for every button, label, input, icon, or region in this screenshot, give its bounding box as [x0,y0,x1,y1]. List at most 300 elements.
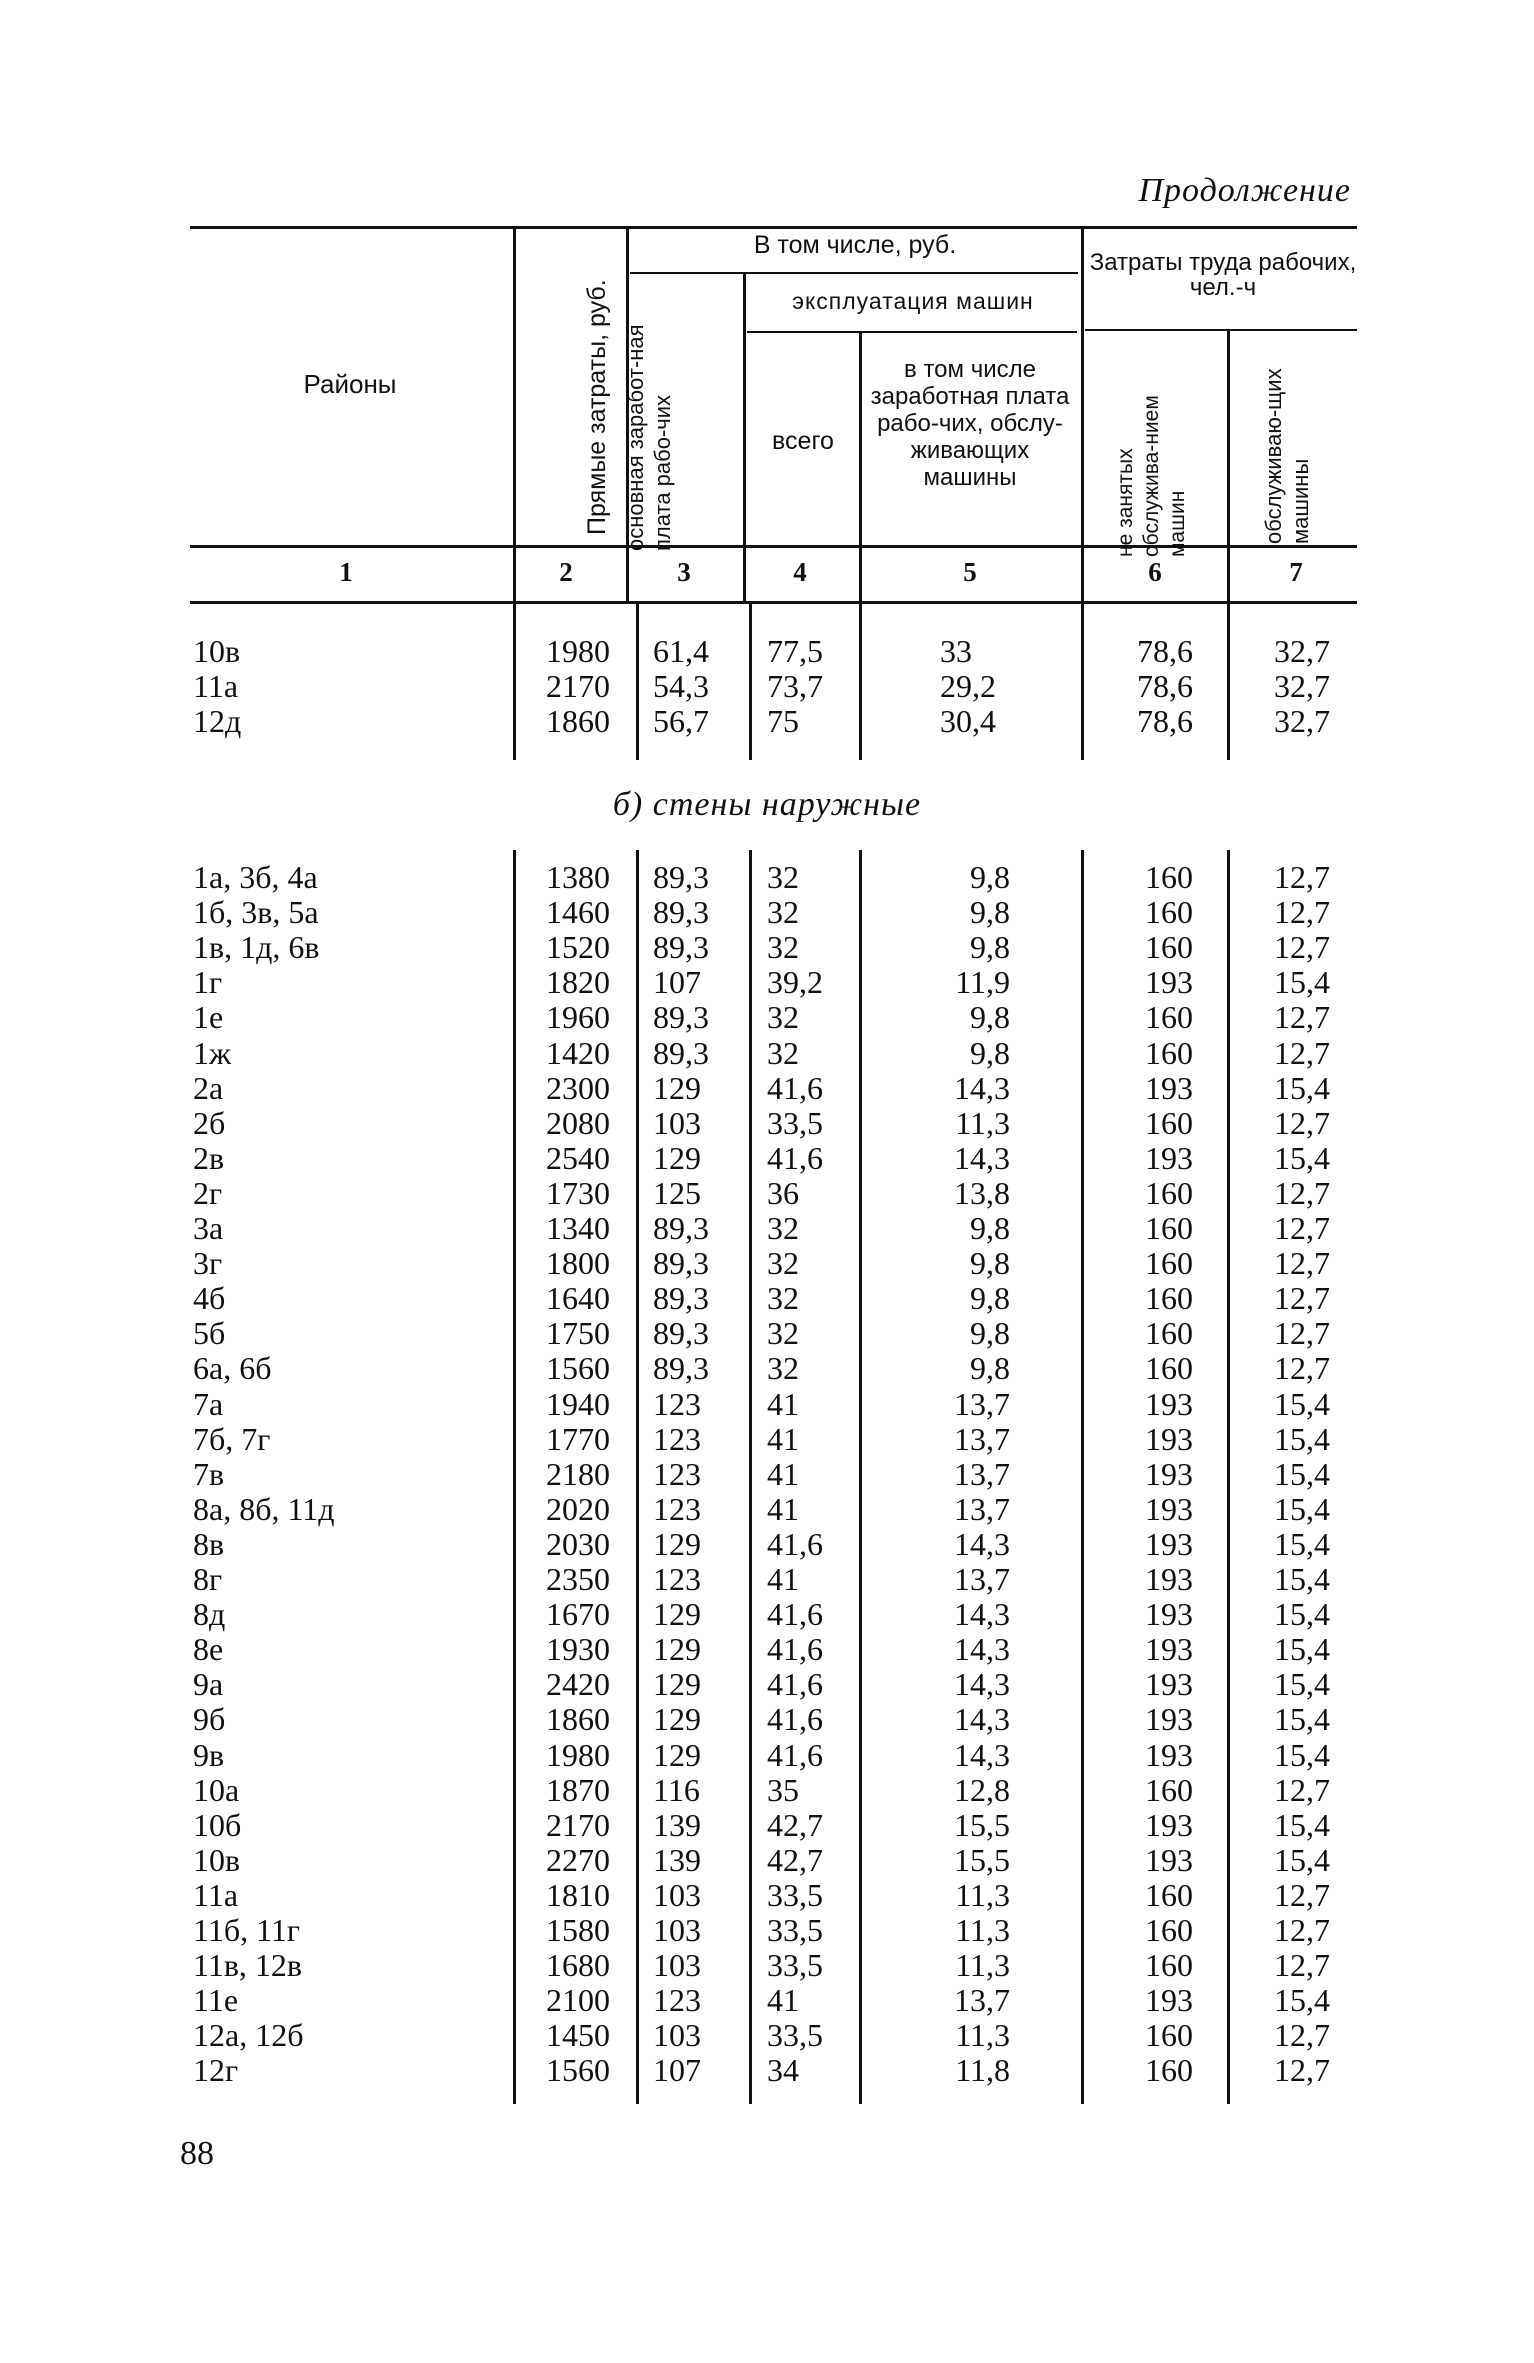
labor-non-machine-cell: 193 [1145,1736,1193,1773]
base-wage-cell: 123 [653,1490,701,1527]
machines-wage-cell: 13,7 [954,1385,1010,1422]
base-wage-cell: 129 [653,1736,701,1773]
direct-cost-cell: 1560 [546,1350,610,1387]
machines-total-cell: 36 [767,1174,799,1211]
base-wage-cell: 139 [653,1841,701,1878]
labor-machine-cell: 12,7 [1274,1210,1330,1246]
machines-total-cell: 41,6 [767,1631,823,1668]
labor-machine-cell: 15,4 [1274,1455,1330,1492]
direct-cost-cell: 1380 [546,859,610,895]
labor-machine-cell: 12,7 [1274,2017,1330,2054]
base-wage-cell: 89,3 [653,1034,709,1071]
direct-cost-cell: 1730 [546,1174,610,1211]
machines-total-cell: 32 [767,859,799,895]
header-labor-group: Затраты труда рабочих, чел.-ч [1089,249,1357,301]
direct-cost-cell: 1800 [546,1245,610,1282]
table-row [0,1141,1534,1176]
machines-wage-cell: 13,7 [954,1420,1010,1457]
number-divider-5 [1081,548,1084,601]
table-row [0,1281,1534,1316]
machines-wage-cell: 11,3 [955,1947,1010,1984]
machines-wage-cell: 13,7 [954,1982,1010,2019]
machines-group-rule [747,331,1077,333]
district-cell: 2в [193,1139,225,1176]
direct-cost-cell: 1450 [546,2017,610,2054]
labor-non-machine-cell: 160 [1145,1104,1193,1141]
machines-wage-cell: 11,3 [955,1912,1010,1948]
column-number-5: 5 [963,557,977,587]
direct-cost-cell: 2350 [546,1561,610,1597]
header-base-wage: основная заработ-ная плата рабо-чих [623,324,675,551]
table-top-rule [190,226,1357,229]
machines-total-cell: 33,5 [767,1104,823,1141]
labor-non-machine-cell: 78,6 [1137,703,1193,739]
machines-total-cell: 32 [767,1210,799,1246]
table-row [0,1211,1534,1246]
district-cell: 12а, 12б [193,2017,304,2054]
machines-wage-cell: 13,7 [954,1455,1010,1492]
header-machines-total: всего [772,427,834,455]
machines-wage-cell: 9,8 [970,1245,1010,1282]
header-divider-3 [743,274,746,545]
base-wage-cell: 129 [653,1069,701,1106]
machines-wage-cell: 15,5 [954,1806,1010,1843]
header-labor-non-machine: не занятых обслужива-нием машин [1114,395,1189,557]
labor-machine-cell: 12,7 [1274,1912,1330,1948]
direct-cost-cell: 1980 [546,1736,610,1773]
header-cost-group: В том числе, руб. [753,231,957,259]
machines-wage-cell: 14,3 [954,1069,1010,1106]
machines-wage-cell: 9,8 [970,894,1010,931]
column-number-7: 7 [1289,557,1303,587]
district-cell: 10в [193,1841,241,1878]
machines-wage-cell: 30,4 [940,703,996,739]
district-cell: 1а, 3б, 4а [193,859,318,895]
machines-wage-cell: 29,2 [940,668,996,704]
machines-total-cell: 32 [767,1350,799,1387]
column-number-rule [190,601,1357,604]
district-cell: 9а [193,1666,224,1703]
labor-non-machine-cell: 193 [1145,1420,1193,1457]
base-wage-cell: 89,3 [653,1350,709,1387]
labor-non-machine-cell: 160 [1145,1280,1193,1317]
labor-machine-cell: 12,7 [1274,2052,1330,2089]
base-wage-cell: 129 [653,1701,701,1738]
labor-machine-cell: 12,7 [1274,1104,1330,1141]
table-row [0,1878,1534,1913]
table-row [0,1632,1534,1667]
continuation-label: Продолжение [1138,172,1351,209]
header-divider-6 [1227,331,1230,545]
base-wage-cell: 103 [653,1104,701,1141]
base-wage-cell: 139 [653,1806,701,1843]
direct-cost-cell: 1340 [546,1210,610,1246]
table-row [0,1773,1534,1808]
labor-machine-cell: 15,4 [1274,1631,1330,1668]
machines-wage-cell: 9,8 [970,1315,1010,1352]
table-row [0,1983,1534,2018]
machines-wage-cell: 9,8 [970,859,1010,895]
district-cell: 8е [193,1631,224,1668]
machines-total-cell: 32 [767,1034,799,1071]
machines-wage-cell: 14,3 [954,1139,1010,1176]
base-wage-cell: 103 [653,1876,701,1913]
page-number: 88 [180,2135,214,2172]
machines-wage-cell: 13,8 [954,1174,1010,1211]
direct-cost-cell: 1980 [546,633,610,669]
machines-total-cell: 41,6 [767,1701,823,1738]
machines-wage-cell: 9,8 [970,1350,1010,1387]
header-direct-costs: Прямые затраты, руб. [583,279,611,535]
direct-cost-cell: 1640 [546,1280,610,1317]
base-wage-cell: 129 [653,1666,701,1703]
labor-machine-cell: 15,4 [1274,1736,1330,1773]
direct-cost-cell: 1810 [546,1876,610,1913]
district-cell: 7б, 7г [193,1420,271,1457]
number-divider-4 [859,548,862,601]
direct-cost-cell: 2170 [546,1806,610,1843]
machines-wage-cell: 14,3 [954,1701,1010,1738]
district-cell: 9б [193,1701,226,1738]
machines-total-cell: 41,6 [767,1596,823,1633]
base-wage-cell: 89,3 [653,999,709,1036]
labor-non-machine-cell: 193 [1145,1525,1193,1562]
district-cell: 8в [193,1525,225,1562]
number-divider-1 [513,548,516,601]
direct-cost-cell: 1960 [546,999,610,1036]
table-row [0,1246,1534,1281]
machines-total-cell: 75 [767,703,799,739]
base-wage-cell: 116 [653,1771,700,1808]
labor-non-machine-cell: 160 [1145,1771,1193,1808]
table-row [0,1702,1534,1737]
district-cell: 8д [193,1596,226,1633]
machines-total-cell: 41 [767,1561,799,1597]
district-cell: 7а [193,1385,224,1422]
base-wage-cell: 61,4 [653,633,709,669]
labor-machine-cell: 12,7 [1274,1315,1330,1352]
header-divider-5 [1081,229,1084,545]
table-row [0,1597,1534,1632]
district-cell: 2г [193,1174,223,1211]
header-machines-wage: в том числе заработная плата рабо-чих, обслу-живающих машины [870,356,1070,491]
labor-machine-cell: 15,4 [1274,1420,1330,1457]
labor-non-machine-cell: 193 [1145,1561,1193,1597]
labor-non-machine-cell: 193 [1145,1385,1193,1422]
direct-cost-cell: 2180 [546,1455,610,1492]
machines-wage-cell: 9,8 [970,929,1010,966]
direct-cost-cell: 2300 [546,1069,610,1106]
table-row [0,1948,1534,1983]
base-wage-cell: 89,3 [653,1210,709,1246]
direct-cost-cell: 2020 [546,1490,610,1527]
base-wage-cell: 103 [653,1912,701,1948]
direct-cost-cell: 1870 [546,1771,610,1808]
machines-total-cell: 32 [767,999,799,1036]
machines-total-cell: 41,6 [767,1525,823,1562]
base-wage-cell: 89,3 [653,929,709,966]
number-divider-2 [626,548,629,601]
labor-non-machine-cell: 160 [1145,1174,1193,1211]
labor-machine-cell: 15,4 [1274,1490,1330,1527]
labor-non-machine-cell: 193 [1145,1455,1193,1492]
number-divider-3 [743,548,746,601]
labor-machine-cell: 12,7 [1274,1034,1330,1071]
machines-wage-cell: 14,3 [954,1666,1010,1703]
labor-machine-cell: 12,7 [1274,1280,1330,1317]
direct-cost-cell: 1770 [546,1420,610,1457]
labor-non-machine-cell: 160 [1145,1315,1193,1352]
direct-cost-cell: 1560 [546,2052,610,2089]
table-row [0,930,1534,965]
machines-total-cell: 41,6 [767,1666,823,1703]
direct-cost-cell: 2420 [546,1666,610,1703]
table-row [0,2018,1534,2053]
labor-machine-cell: 15,4 [1274,1069,1330,1106]
district-cell: 9в [193,1736,225,1773]
machines-wage-cell: 11,3 [955,2017,1010,2054]
base-wage-cell: 125 [653,1174,701,1211]
table-row [0,704,1534,739]
machines-total-cell: 42,7 [767,1806,823,1843]
base-wage-cell: 56,7 [653,703,709,739]
machines-wage-cell: 9,8 [970,999,1010,1036]
labor-group-rule [1085,329,1357,331]
district-cell: 4б [193,1280,226,1317]
base-wage-cell: 103 [653,2017,701,2054]
direct-cost-cell: 1580 [546,1912,610,1948]
labor-non-machine-cell: 160 [1145,1210,1193,1246]
labor-non-machine-cell: 193 [1145,1490,1193,1527]
labor-machine-cell: 12,7 [1274,859,1330,895]
direct-cost-cell: 1670 [546,1596,610,1633]
machines-total-cell: 41 [767,1385,799,1422]
direct-cost-cell: 1420 [546,1034,610,1071]
direct-cost-cell: 1930 [546,1631,610,1668]
machines-total-cell: 34 [767,2052,799,2089]
labor-non-machine-cell: 193 [1145,1701,1193,1738]
machines-total-cell: 73,7 [767,668,823,704]
district-cell: 1б, 3в, 5а [193,894,319,931]
machines-total-cell: 35 [767,1771,799,1808]
district-cell: 1г [193,964,223,1001]
district-cell: 10б [193,1806,242,1843]
machines-total-cell: 33,5 [767,1947,823,1984]
labor-non-machine-cell: 193 [1145,964,1193,1001]
machines-total-cell: 32 [767,1315,799,1352]
table-row [0,1071,1534,1106]
machines-total-cell: 33,5 [767,1876,823,1913]
labor-non-machine-cell: 160 [1145,2017,1193,2054]
table-row [0,1316,1534,1351]
direct-cost-cell: 2030 [546,1525,610,1562]
machines-wage-cell: 9,8 [970,1034,1010,1071]
base-wage-cell: 89,3 [653,1245,709,1282]
machines-wage-cell: 13,7 [954,1561,1010,1597]
labor-machine-cell: 12,7 [1274,1350,1330,1387]
table-row [0,1036,1534,1071]
machines-total-cell: 32 [767,894,799,931]
column-number-2: 2 [559,557,573,587]
direct-cost-cell: 1940 [546,1385,610,1422]
labor-machine-cell: 15,4 [1274,1561,1330,1597]
direct-cost-cell: 1520 [546,929,610,966]
labor-machine-cell: 15,4 [1274,1666,1330,1703]
machines-wage-cell: 11,9 [955,964,1010,1001]
table-row [0,634,1534,669]
labor-non-machine-cell: 193 [1145,1631,1193,1668]
table-row [0,895,1534,930]
labor-non-machine-cell: 160 [1145,929,1193,966]
district-cell: 1в, 1д, 6в [193,929,320,966]
labor-non-machine-cell: 160 [1145,1245,1193,1282]
header-divider-4 [859,333,862,545]
header-labor-machine: обслуживаю-щих машины [1261,368,1313,544]
district-cell: 12г [193,2052,239,2089]
base-wage-cell: 89,3 [653,894,709,931]
district-cell: 11а [193,1876,239,1913]
labor-non-machine-cell: 160 [1145,2052,1193,2089]
header-districts: Районы [303,369,397,399]
base-wage-cell: 107 [653,964,701,1001]
labor-machine-cell: 32,7 [1274,633,1330,669]
machines-wage-cell: 14,3 [954,1736,1010,1773]
table-row [0,2053,1534,2088]
table-row [0,1667,1534,1702]
machines-total-cell: 32 [767,1280,799,1317]
labor-machine-cell: 12,7 [1274,1245,1330,1282]
machines-wage-cell: 14,3 [954,1631,1010,1668]
table-row [0,1843,1534,1878]
labor-non-machine-cell: 160 [1145,1876,1193,1913]
table-row [0,1457,1534,1492]
labor-non-machine-cell: 78,6 [1137,633,1193,669]
direct-cost-cell: 2080 [546,1104,610,1141]
labor-non-machine-cell: 160 [1145,1034,1193,1071]
labor-machine-cell: 15,4 [1274,1841,1330,1878]
district-cell: 3а [193,1210,224,1246]
machines-total-cell: 42,7 [767,1841,823,1878]
header-machines-group: эксплуатация машин [792,288,1034,314]
table-row [0,1176,1534,1211]
machines-total-cell: 39,2 [767,964,823,1001]
machines-wage-cell: 11,3 [955,1876,1010,1913]
table-row [0,1808,1534,1843]
labor-non-machine-cell: 160 [1145,859,1193,895]
district-cell: 11в, 12в [193,1947,303,1984]
labor-non-machine-cell: 160 [1145,1912,1193,1948]
district-cell: 12д [193,703,242,739]
base-wage-cell: 129 [653,1631,701,1668]
labor-machine-cell: 15,4 [1274,1525,1330,1562]
table-row [0,860,1534,895]
machines-total-cell: 32 [767,1245,799,1282]
district-cell: 1е [193,999,224,1036]
machines-wage-cell: 9,8 [970,1280,1010,1317]
labor-non-machine-cell: 193 [1145,1806,1193,1843]
cost-group-rule [630,272,1078,274]
machines-total-cell: 41 [767,1982,799,2019]
district-cell: 10в [193,633,241,669]
district-cell: 1ж [193,1034,232,1071]
direct-cost-cell: 1860 [546,1701,610,1738]
table-row [0,669,1534,704]
labor-machine-cell: 15,4 [1274,1139,1330,1176]
base-wage-cell: 129 [653,1525,701,1562]
table-row [0,1738,1534,1773]
labor-machine-cell: 15,4 [1274,1806,1330,1843]
labor-machine-cell: 12,7 [1274,1174,1330,1211]
column-number-6: 6 [1148,557,1162,587]
direct-cost-cell: 2540 [546,1139,610,1176]
labor-non-machine-cell: 160 [1145,999,1193,1036]
table-row [0,1422,1534,1457]
machines-total-cell: 41,6 [767,1139,823,1176]
labor-non-machine-cell: 193 [1145,1666,1193,1703]
labor-machine-cell: 12,7 [1274,929,1330,966]
labor-non-machine-cell: 193 [1145,1139,1193,1176]
labor-machine-cell: 12,7 [1274,999,1330,1036]
table-row [0,1106,1534,1141]
machines-wage-cell: 9,8 [970,1210,1010,1246]
number-divider-6 [1227,548,1230,601]
column-number-1: 1 [339,557,353,587]
district-cell: 5б [193,1315,226,1352]
labor-non-machine-cell: 78,6 [1137,668,1193,704]
direct-cost-cell: 1820 [546,964,610,1001]
base-wage-cell: 123 [653,1385,701,1422]
direct-cost-cell: 2100 [546,1982,610,2019]
table-row [0,1913,1534,1948]
table-row [0,1492,1534,1527]
base-wage-cell: 129 [653,1596,701,1633]
table-row [0,965,1534,1000]
machines-wage-cell: 14,3 [954,1525,1010,1562]
table-row [0,1387,1534,1422]
direct-cost-cell: 2270 [546,1841,610,1878]
base-wage-cell: 54,3 [653,668,709,704]
district-cell: 10а [193,1771,240,1808]
direct-cost-cell: 1680 [546,1947,610,1984]
machines-wage-cell: 33 [940,633,972,669]
machines-total-cell: 41 [767,1490,799,1527]
table-row [0,1351,1534,1386]
machines-total-cell: 77,5 [767,633,823,669]
district-cell: 8а, 8б, 11д [193,1490,335,1527]
direct-cost-cell: 2170 [546,668,610,704]
labor-machine-cell: 15,4 [1274,1385,1330,1422]
labor-machine-cell: 12,7 [1274,1771,1330,1808]
section-title: б) стены наружные [612,786,922,823]
labor-non-machine-cell: 193 [1145,1982,1193,2019]
machines-wage-cell: 14,3 [954,1596,1010,1633]
base-wage-cell: 123 [653,1982,701,2019]
base-wage-cell: 103 [653,1947,701,1984]
labor-machine-cell: 12,7 [1274,894,1330,931]
machines-total-cell: 41,6 [767,1069,823,1106]
base-wage-cell: 107 [653,2052,701,2089]
table-row [0,1000,1534,1035]
district-cell: 11а [193,668,239,704]
labor-machine-cell: 15,4 [1274,1701,1330,1738]
labor-non-machine-cell: 160 [1145,1947,1193,1984]
labor-machine-cell: 15,4 [1274,1596,1330,1633]
base-wage-cell: 123 [653,1455,701,1492]
district-cell: 8г [193,1561,223,1597]
machines-total-cell: 41 [767,1420,799,1457]
labor-non-machine-cell: 160 [1145,894,1193,931]
machines-total-cell: 33,5 [767,2017,823,2054]
